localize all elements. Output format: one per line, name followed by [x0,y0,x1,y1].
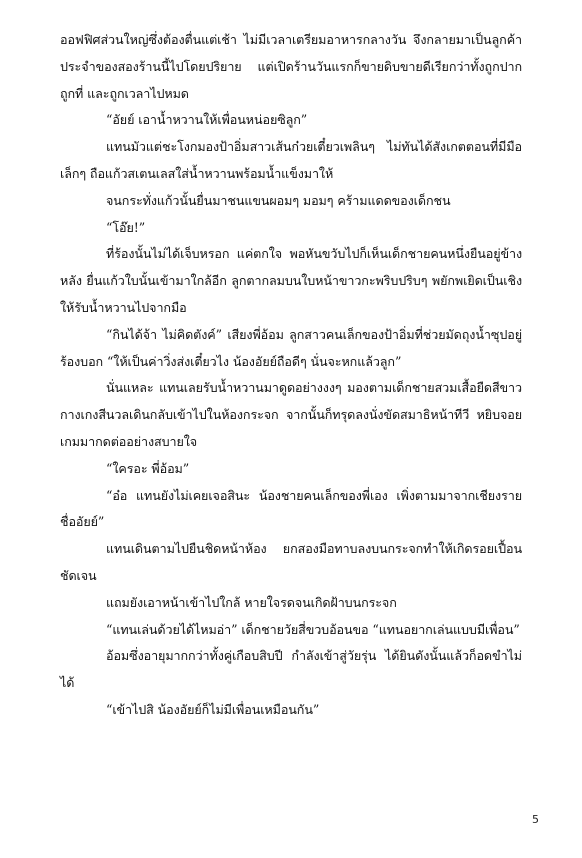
body-text [60,27,522,724]
paragraph: ที่ร้องนั้นไม่ได้เจ็บหรอก แค่ตกใจ พอหันขวับไปก็เห็นเด็กชายคนหนึ่งยืนอยู่ข้างหลัง ยื่นแก้วใบนั้นเข้ามาใกล้อีก ลูกตากลมบนใบหน้าขาวกะพริบปริบๆ พยักพเยิดเป็นเชิงให้รับน้ำหวานไปจากมือ [60,246,522,315]
paragraph: “แทนเล่นด้วยได้ไหมอ่า” เด็กชายวัยสี่ขวบอ้อนขอ “แทนอยากเล่นแบบมีเพื่อน” [106,621,520,637]
paragraph: แถมยังเอาหน้าเข้าไปใกล้ หายใจรดจนเกิดฝ้าบนกระจก [106,594,397,610]
paragraph: แทนเดินตามไปยืนชิดหน้าห้อง ยกสองมือทาบลงบนกระจกทำให้เกิดรอยเปื้อนชัดเจน [60,541,522,583]
paragraph: แทนมัวแต่ชะโงกมองป้าอิ่มสาวเส้นก๋วยเตี๋ยวเพลินๆ ไม่ทันได้สังเกตตอนที่มีมือเล็กๆ ถือแก้วสเตนเลสใส่น้ำหวานพร้อมน้ำแข็งมาให้ [60,139,522,181]
paragraph: อ้อมซึ่งอายุมากกว่าทั้งคู่เกือบสิบปี กำลังเข้าสู่วัยรุ่น ได้ยินดังนั้นแล้วก็อดขำไม่ได้ [60,648,522,691]
page-number: 5 [532,813,539,826]
paragraph: “อ๋อ แทนยังไม่เคยเจอสินะ น้องชายคนเล็กของพี่เอง เพิ่งตามมาจากเชียงราย ชื่ออัยย์” [60,487,522,530]
paragraph: “โอ๊ย!” [106,219,146,235]
paragraph: “เข้าไปสิ น้องอัยย์ก็ไม่มีเพื่อนเหมือนกัน” [106,701,320,717]
paragraph: “กินได้จ้า ไม่คิดตังค์” เสียงพี่อ้อม ลูกสาวคนเล็กของป้าอิ่มที่ช่วยมัดถุงน้ำซุปอยู่ร้องบอก “ให้เป็นค่าวิ่งส่งเตี๋ยวไง น้องอัยย์ถือดีๆ นั่นจะหกแล้วลูก” [60,326,522,369]
paragraph: “ใครอะ พี่อ้อม” [106,460,190,476]
paragraph: จนกระทั่งแก้วนั้นยื่นมาชนแขนผอมๆ มอมๆ คร้ามแดดของเด็กชน [106,192,451,208]
paragraph: นั่นแหละ แทนเลยรับน้ำหวานมาดูดอย่างงงๆ มองตามเด็กชายสวมเสื้อยืดสีขาวกางเกงสีนวลเดินกลับเข้าไปในห้องกระจก จากนั้นก็ทรุดลงนั่งขัดสมาธิหน้าทีวี หยิบจอยเกมมากดต่ออย่างสบายใจ [60,380,522,449]
paragraph: “อัยย์ เอาน้ำหวานให้เพื่อนหน่อยซิลูก” [106,112,308,128]
paragraph: ออฟฟิศส่วนใหญ่ซึ่งต้องตื่นแต่เช้า ไม่มีเวลาเตรียมอาหารกลางวัน จึงกลายมาเป็นลูกค้าประจำของสองร้านนี้ไปโดยปริยาย แต่เปิดร้านวันแรกก็ขายดิบขายดีเรียกว่าทั้งถูกปาก ถูกที่ และถูกเวลาไปหมด [60,32,522,101]
